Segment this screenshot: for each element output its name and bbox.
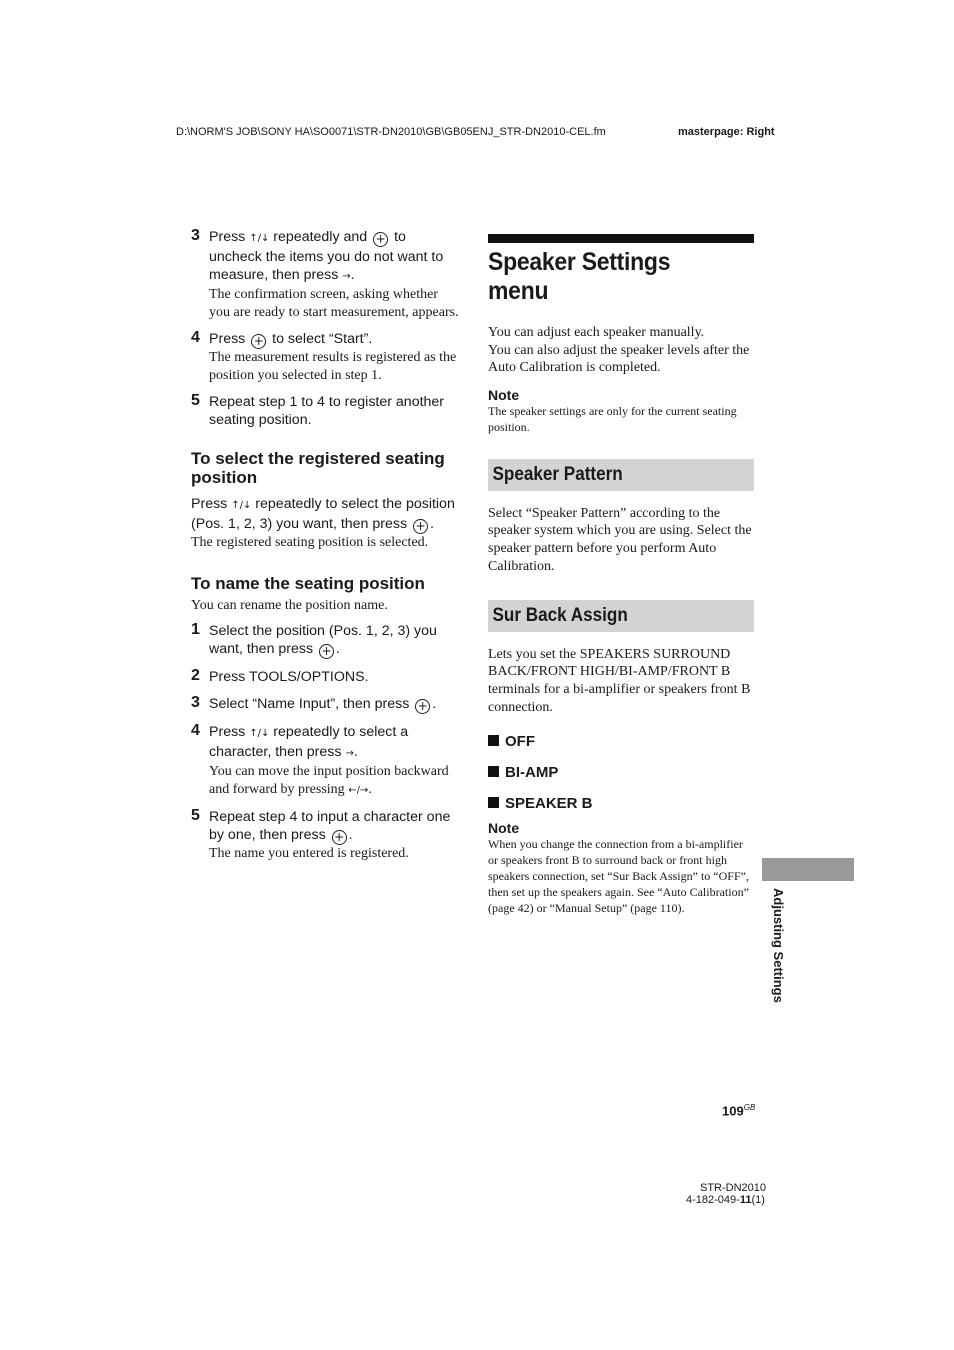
note-text-2: When you change the connection from a bi-amplifier or speakers front B to surround back or front high speakers connection, set “Sur Back Assign” to “OFF”, then set up the speakers again. See “Auto Calibration” (page 42) or “Manual Setup” (page 110). [488,836,749,915]
right-arrow-icon: → [342,271,351,282]
up-down-arrows-icon: ↑/↓ [231,500,252,511]
up-down-arrows-icon: ↑/↓ [249,233,270,244]
sur-back-assign-text: Lets you set the SPEAKERS SURROUND BACK/FRONT HIGH/BI-AMP/FRONT B terminals for a bi-amplifier or speakers front B connection. [488,646,751,716]
name-step-2: 2 Press TOOLS/OPTIONS. [191,667,369,685]
name-step-5: 5 Repeat step 4 to input a character one by one, then press + . The name you entered is registered. [191,807,451,861]
option-off: OFF [488,733,754,750]
left-column [191,228,461,872]
masterpage-label: masterpage: Right [678,126,775,138]
square-bullet-icon [488,766,499,777]
name-seating-intro: You can rename the position name. [191,597,388,613]
enter-button-icon: + [415,699,430,714]
intro-text: You can adjust each speaker manually. You can also adjust the speaker levels after the Auto Calibration is completed. [488,325,750,375]
select-seating-result: The registered seating position is selected. [191,535,429,550]
enter-button-icon: + [251,334,266,349]
section-side-label: Adjusting Settings [771,888,786,1003]
section-tab-marker [762,858,854,881]
square-bullet-icon [488,797,499,808]
speaker-pattern-text: Select “Speaker Pattern” according to the speaker system which you are using. Select the speaker pattern before you perform Auto Calibration. [488,505,752,574]
title-rule [488,234,754,243]
step-5: 5 Repeat step 1 to 4 to register another seating position. [191,392,445,428]
step-4: 4 Press + to select “Start”. The measurement results is registered as the position you selected in step 1. [191,329,457,383]
enter-button-icon: + [332,830,347,845]
section-band-sur-back-assign: Sur Back Assign [488,600,754,632]
right-arrow-icon: → [345,748,354,759]
left-right-arrows-icon: ←/→ [348,784,369,796]
model-number: STR-DN2010 [700,1182,767,1194]
name-step-3: 3 Select “Name Input”, then press + . [191,694,437,713]
step-3: 3 Press ↑/↓ repeatedly and + to uncheck the items you do not want to measure, then press →. The confirmation screen, asking whether you are ready to start measurement, appears. [191,227,459,320]
square-bullet-icon [488,735,499,746]
option-bi-amp: BI-AMP [488,764,754,781]
enter-button-icon: + [373,232,388,247]
enter-button-icon: + [413,519,428,534]
document-code: 4-182-049-11(1) [686,1194,765,1206]
note-heading: Note [488,386,520,403]
enter-button-icon: + [319,644,334,659]
name-step-4: 4 Press ↑/↓ repeatedly to select a character, then press →. You can move the input position backward and forward by pressing ←/→. [191,722,449,797]
name-step-1: 1 Select the position (Pos. 1, 2, 3) you want, then press + . [191,621,437,658]
section-band-speaker-pattern: Speaker Pattern [488,459,754,491]
page-title: Speaker Settings menu [488,248,671,305]
section-title-select-seating: To select the registered seating position [191,449,445,487]
page-number: $109^{GB}$ [722,1103,756,1119]
option-speaker-b: SPEAKER B [488,795,754,812]
file-path: D:\NORM'S JOB\SONY HA\SO0071\STR-DN2010\GB\GB05ENJ_STR-DN2010-CEL.fm [176,126,606,138]
note-heading-2: Note [488,819,520,836]
section-title-name-seating: To name the seating position [191,573,425,593]
right-column [488,234,754,916]
up-down-arrows-icon: ↑/↓ [249,728,270,739]
select-seating-instructions: Press ↑/↓ repeatedly to select the position (Pos. 1, 2, 3) you want, then press + . [191,496,455,533]
note-text: The speaker settings are only for the current seating position. [488,403,737,434]
